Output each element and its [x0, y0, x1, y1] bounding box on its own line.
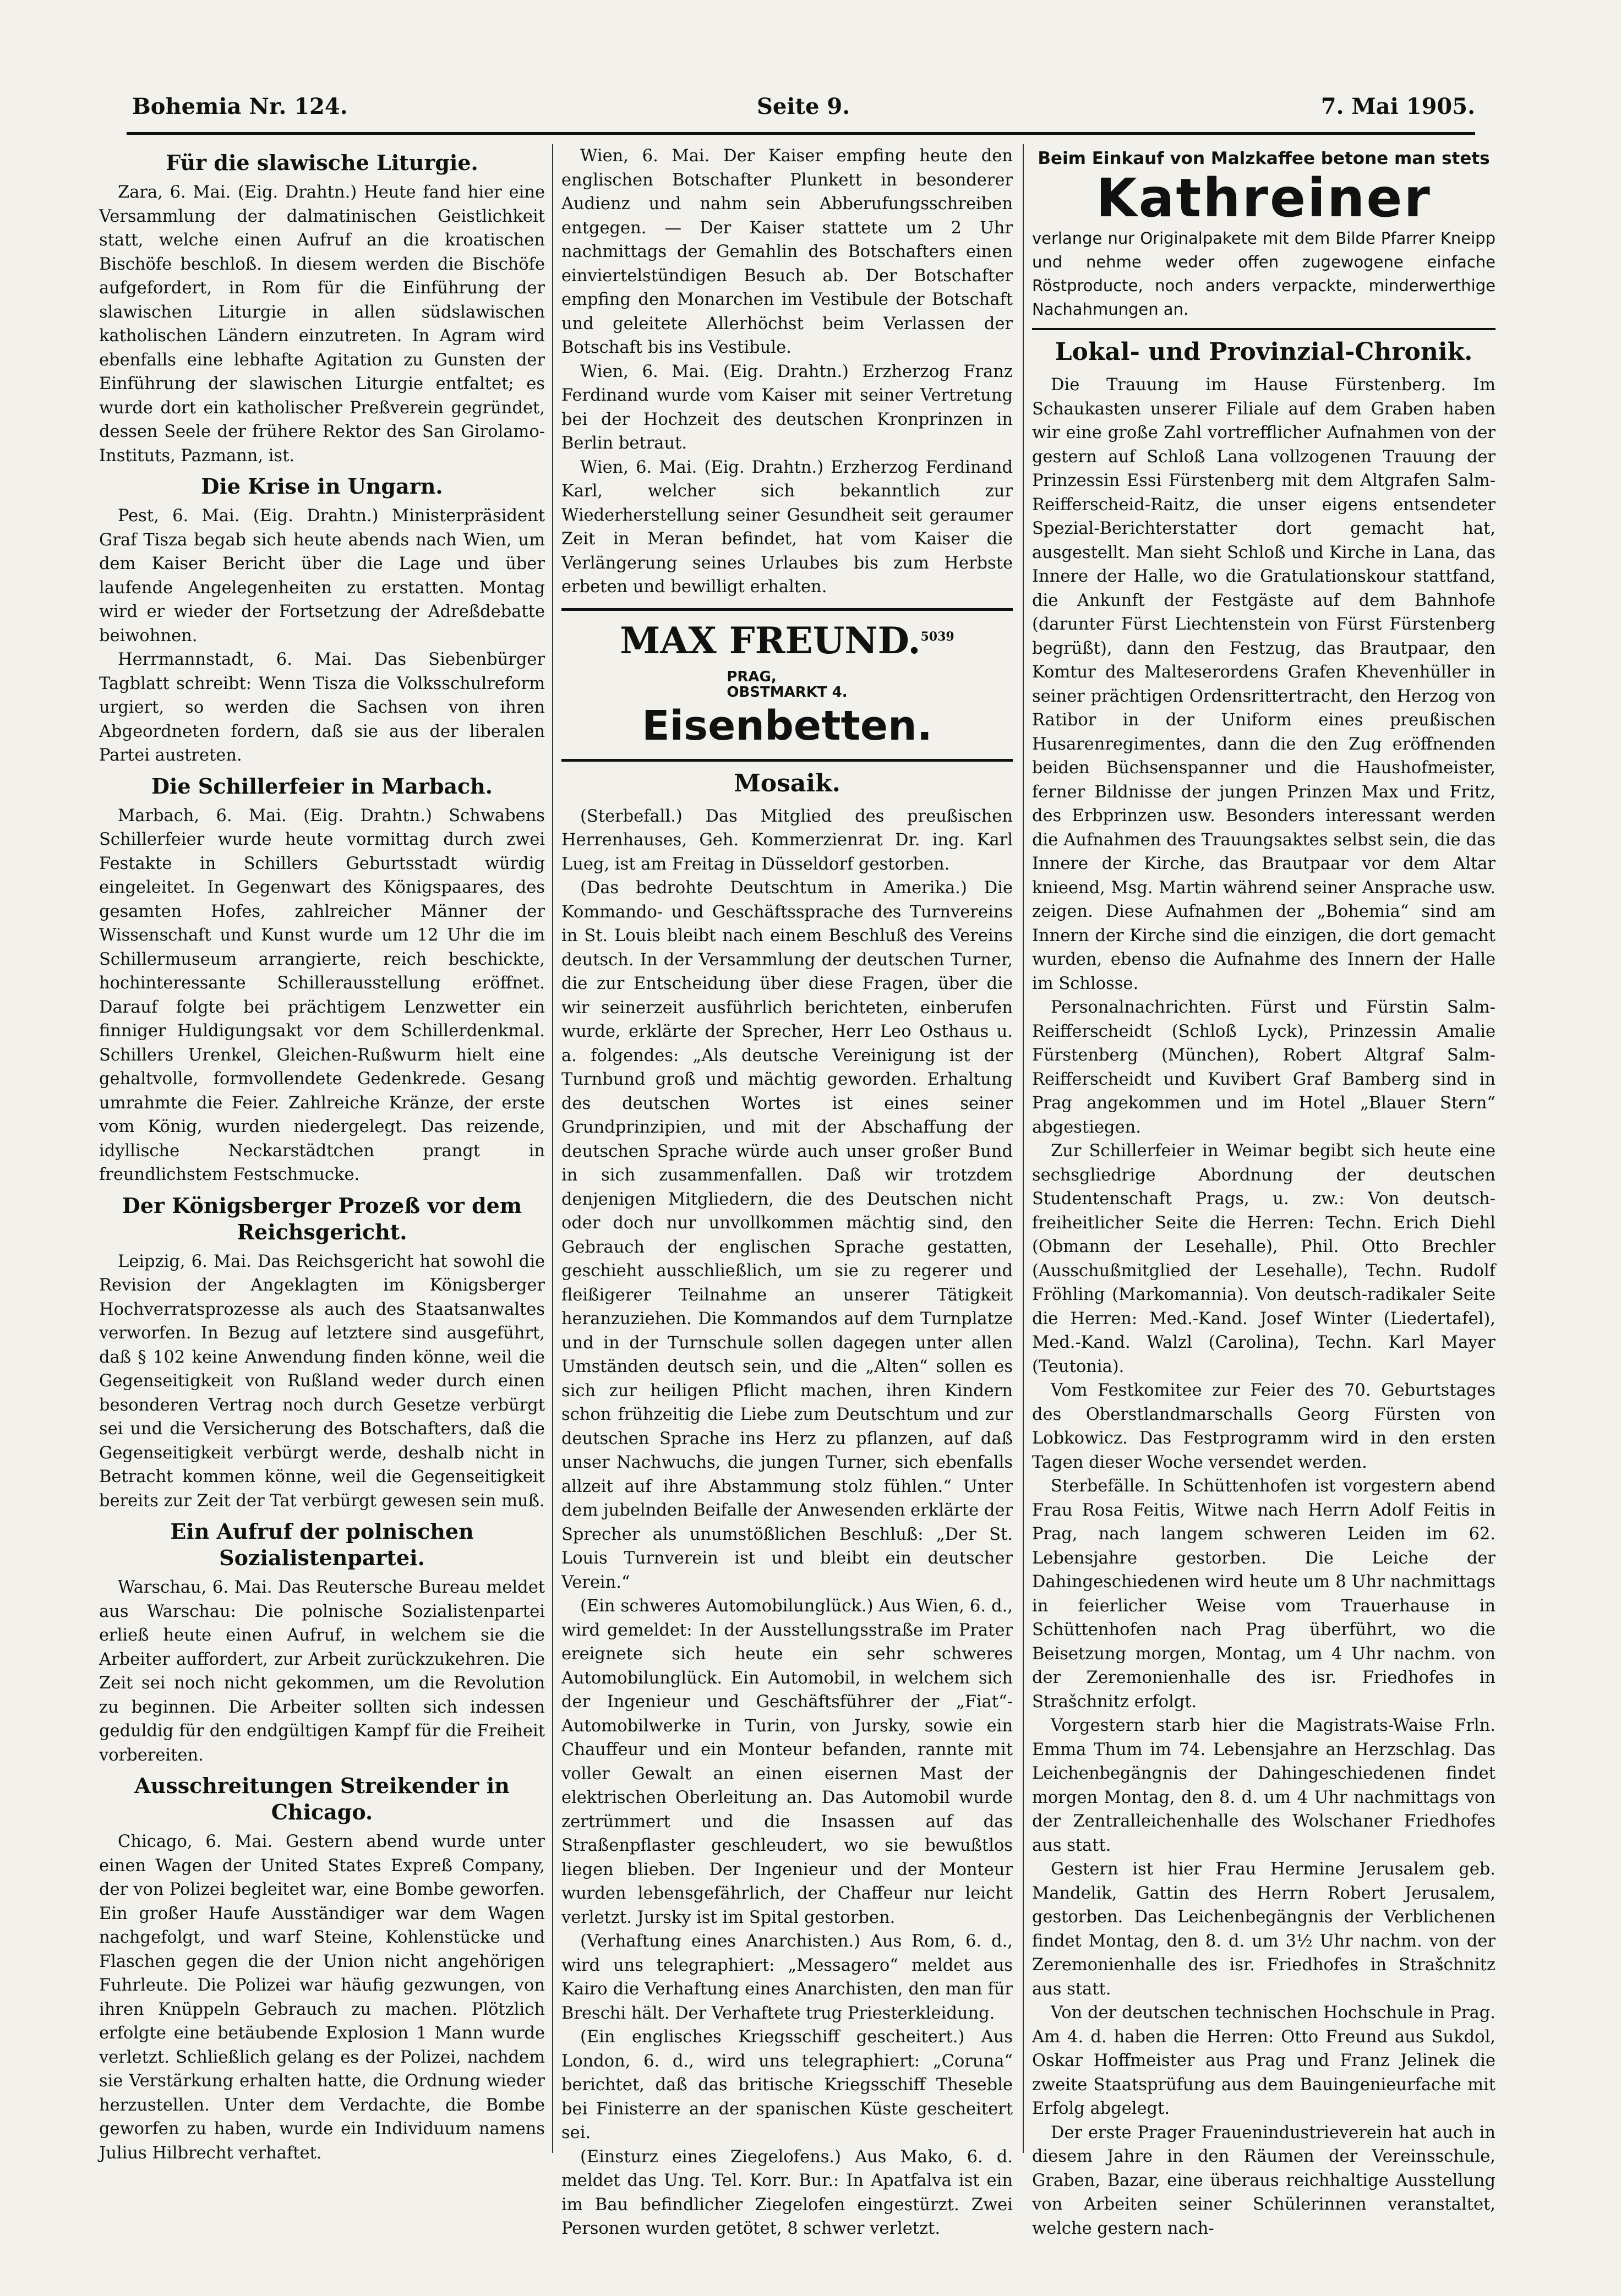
article-festkomitee: Vom Festkomitee zur Feier des 70. Geburtstages des Oberstlandmarschalls Georg Fürsten von Lobkowicz. Das Festprogramm wird in den ersten Tagen dieser Woche versendet werden.	[1032, 1381, 1496, 1472]
article-leipzig: Leipzig, 6. Mai. Das Reichsgericht hat sowohl die Revision der Angeklagten im Königsberger Hochverratsprozesse als auch des Staatsanwaltes verworfen. In Bezug auf letztere sind ausgeführt, daß § 102 keine Anwendung finden könne, weil die Gegenseitigkeit von Rußland weder durch einen besonderen Vertrag noch durch Gesetze verbürgt sei und die Versicherung des Botschafters, daß die Gegenseitigkeit verbürgt werde, deshalb nicht in Betracht kommen könne, weil die Gegenseitigkeit bereits zur Zeit der Tat verbürgt gewesen sein muß.	[99, 1251, 545, 1511]
headline-mosaik: Mosaik.	[734, 769, 840, 797]
article-wien-ferdinand-karl: Wien, 6. Mai. (Eig. Drahtn.) Erzherzog Ferdinand Karl, welcher sich bekanntlich zur Wiederherstellung seiner Gesundheit seit geraumer Zeit in Meran befindet, hat vom Kaiser die Verlängerung seines Urlaubes bis zum Herbste erbeten und bewilligt erhalten.	[561, 457, 1013, 597]
article-frauenindustrieverein: Der erste Prager Frauenindustrieverein hat auch in diesem Jahre in den Räumen der Vereinsschule, Graben, Bazar, eine überaus reichhaltige Ausstellung von Arbeiten seiner Schülerinnen veranstaltet, welche gestern nach-	[1032, 2123, 1496, 2238]
article-hermine-jerusalem: Gestern ist hier Frau Hermine Jerusalem geb. Mandelik, Gattin des Herrn Robert Jerusalem, gestorben. Das Leichenbegängnis der Verblichenen findet Montag, den 8. d. um 3½ Uhr nachm. von der Zeremonienhalle des isr. Friedhofes in Strašchnitz aus statt.	[1032, 1860, 1496, 1999]
ad-max-freund-address	[727, 669, 847, 700]
ad-max-freund-tag: 5039	[920, 629, 954, 644]
article-marbach: Marbach, 6. Mai. (Eig. Drahtn.) Schwabens Schillerfeier wurde heute vormittag durch zwei Festakte in Schillers Geburtsstadt würdig eingeleitet. In Gegenwart des Königspaares, des gesamten Hofes, zahlreicher Männer der Wissenschaft und Kunst wurde um 12 Uhr die im Schillermuseum arrangierte, reich beschickte, hochinteressante Schillerausstellung eröffnet. Darauf folgte bei prächtigem Lenzwetter ein finniger Huldigungsakt vor dem Schillerdenkmal. Schillers Urenkel, Gleichen-Rußwurm hielt eine gehaltvolle, formvollendete Gedenkrede. Gesang umrahmte die Feier. Zahlreiche Kränze, der erste vom König, wurden niedergelegt. Das reizende, idyllische Neckarstädtchen prangt in freundlichstem Festschmucke.	[99, 806, 545, 1184]
headline-krise-ungarn: Die Krise in Ungarn.	[201, 474, 443, 499]
headline-koenigsberger-prozess: Der Königsberger Prozeß vor dem Reichsgericht.	[122, 1193, 522, 1244]
column-rule-1	[552, 144, 553, 2153]
article-sterbefaelle: Sterbefälle. In Schüttenhofen ist vorgestern abend Frau Rosa Feitis, Witwe nach Herrn Adolf Feitis in Prag, nach langem schweren Leiden im 62. Lebensjahre gestorben. Die Leiche der Dahingeschiedenen wird heute um 8 Uhr nachmittags in feierlicher Weise vom Trauerhause in Schüttenhofen nach Prag überführt, wo die Beisetzung morgen, Montag, um 4 Uhr nachm. von der Zeremonienhalle des isr. Friedhofes in Strašchnitz erfolgt.	[1032, 1477, 1496, 1712]
article-zara: Zara, 6. Mai. (Eig. Drahtn.) Heute fand hier eine Versammlung der dalmatinischen Geistlichkeit statt, welche einen Aufruf an die kroatischen Bischöfe beschloß. In diesem werden die Bischöfe aufgefordert, in Rom für die Einführung der slawischen Liturgie in allen südslawischen katholischen Ländern einzutreten. In Agram wird ebenfalls eine lebhafte Agitation zu Gunsten der Einführung der slawischen Liturgie entfaltet; es wurde dort ein katholischer Preßverein gegründet, dessen Seele der frühere Rektor des San Girolamo-Instituts, Pazmann, ist.	[99, 183, 545, 466]
article-automobilunglueck: (Ein schweres Automobilunglück.) Aus Wien, 6. d., wird gemeldet: In der Ausstellungsstraße im Prater ereignete sich heute ein sehr schweres Automobilunglück. Ein Automobil, in welchem sich der Ingenieur und Geschäftsführer der „Fiat“-Automobilwerke in Turin, von Jursky, sowie ein Chauffeur und ein Monteur befanden, rannte mit voller Gewalt an einen eisernen Mast der elektrischen Oberleitung an. Das Automobil wurde zertrümmert und die Insassen auf das Straßenpflaster geschleudert, wo sie bewußtlos liegen blieben. Der Ingenieur und der Monteur wurden lebensgefährlich, der Chaffeur nur leicht verletzt. Jursky ist im Spital gestorben.	[561, 1597, 1013, 1927]
header-page-number: Seite 9.	[757, 94, 850, 119]
article-kriegsschiff: (Ein englisches Kriegsschiff gescheitert.) Aus London, 6. d., wird uns telegraphiert: „Coruna“ berichtet, daß das britische Kriegsschiff Theseble bei Finisterre an der spanischen Küste gescheitert sei.	[561, 2027, 1013, 2142]
article-trauung-fuerstenberg: Die Trauung im Hause Fürstenberg. Im Schaukasten unserer Filiale auf dem Graben haben wir eine große Zahl vortrefflicher Aufnahmen von der gestern auf Schloß Lana vollzogenen Trauung der Prinzessin Essi Fürstenberg mit dem Altgrafen Salm-Reifferscheid-Raitz, die unser eigens entsendeter Spezial-Berichterstatter dort gemacht hat, ausgestellt. Man sieht Schloß und Kirche in Lana, das Innere der Halle, wo die Gratulationskour stattfand, die Ankunft der Festgäste auf dem Bahnhofe (darunter Fürst Liechtenstein von Fürst Fürstenberg begrüßt), dann den Festzug, das Brautpaar, den Komtur des Malteserordens Grafen Khevenhüller in seiner prächtigen Ordensrittertracht, den Herzog von Ratibor in der Uniform eines preußischen Husarenregimentes, dann die den Zug eröffnenden beiden Büchsenspanner und die Haushofmeister, ferner Bildnisse der jungen Prinzen Max und Fritz, des Erbprinzen usw. Besonders interessant werden die Aufnahmen des Trauungsaktes selbst sein, die das Innere der Kirche, das Brautpaar vor dem Altar knieend, Msg. Martin während seiner Ansprache usw. zeigen. Diese Aufnahmen der „Bohemia“ sind am Innern der Kirche sind die einzigen, die dort gemacht wurden, ebenso die Aufnahme des Innern der Halle im Schlosse.	[1032, 375, 1496, 993]
column-3	[1032, 144, 1496, 2238]
headline-chicago: Ausschreitungen Streikender in Chicago.	[134, 1773, 510, 1824]
article-personalnachrichten: Personalnachrichten. Fürst und Fürstin Salm-Reifferscheidt (Schloß Lyck), Prinzessin Amalie Fürstenberg (München), Robert Altgraf Salm-Reifferscheidt und Kuvibert Graf Bamberg sind in Prag angekommen und im Hotel „Blauer Stern“ abgestiegen.	[1032, 998, 1496, 1137]
advertisement-max-freund	[561, 608, 1013, 762]
advertisement-kathreiner	[1032, 144, 1496, 330]
article-schillerfeier-weimar: Zur Schillerfeier in Weimar begibt sich heute eine sechsgliedrige Abordnung der deutschen Studentenschaft Prags, u. zw.: Von deutsch-freiheitlicher Seite die Herren: Techn. Erich Diehl (Obmann der Lesehalle), Phil. Otto Brechler (Ausschußmitglied der Lesehalle), Techn. Rudolf Fröhling (Markomannia). Von deutsch-radikaler Seite die Herren: Med.-Kand. Josef Winter (Liedertafel), Med.-Kand. Walzl (Carolina), Techn. Karl Mayer (Teutonia).	[1032, 1141, 1496, 1376]
article-sterbefall: (Sterbefall.) Das Mitglied des preußischen Herrenhauses, Geh. Kommerzienrat Dr. ing. Karl Lueg, ist am Freitag in Düsseldorf gestorben.	[561, 806, 1013, 874]
column-rule-2	[1023, 144, 1024, 2153]
headline-schillerfeier-marbach: Die Schillerfeier in Marbach.	[151, 773, 493, 799]
header-masthead: Bohemia Nr. 124.	[132, 94, 348, 119]
article-wien-kaiser: Wien, 6. Mai. Der Kaiser empfing heute den englischen Botschafter Plunkett in besonderer Audienz und nahm sein Abberufungsschreiben entgegen. — Der Kaiser stattete um 2 Uhr nachmittags der Gemahlin des Botschafters einen einviertelstündigen Besuch ab. Der Botschafter empfing den Monarchen im Vestibule der Botschaft und geleitete Allerhöchst beim Verlassen der Botschaft bis ins Vestibule.	[561, 146, 1013, 357]
headline-liturgie: Für die slawische Liturgie.	[166, 150, 478, 175]
article-emma-thum: Vorgestern starb hier die Magistrats-Waise Frln. Emma Thum im 74. Lebensjahre an Herzschlag. Das Leichenbegängnis der Dahingeschiedenen findet morgen Montag, den 8. d. um 4 Uhr nachmittags von der Zentralleichenhalle des Wolschaner Friedhofes aus statt.	[1032, 1716, 1496, 1855]
article-deutschtum-amerika: (Das bedrohte Deutschtum in Amerika.) Die Kommando- und Geschäftssprache des Turnvereins in St. Louis bleibt nach einem Beschluß des Vereins deutsch. In der Versammlung der deutschen Turner, die zur Entscheidung über diese Fragen, über die wir seinerzeit ausführlich berichteten, einberufen wurde, erklärte der Sprecher, Herr Leo Osthaus u. a. folgendes: „Als deutsche Vereinigung ist der Turnbund groß und mächtig geworden. Erhaltung des deutschen Wortes ist eines seiner Grundprinzipien, und mit der Abschaffung der deutschen Sprache würde auch unser großer Bund in sich zusammenfallen. Daß wir trotzdem denjenigen Mitgliedern, die des Deutschen nicht oder doch nur unvollkommen mächtig sind, den Gebrauch der englischen Sprache gestatten, geschieht ausschließlich, um sie zu regerer und fleißigerer Teilnahme an unserer Tätigkeit heranzuziehen. Die Kommandos auf dem Turnplatze und in der Turnschule sollen dagegen unter allen Umständen deutsch sein, und die „Alten“ sollen es sich zur heiligen Pflicht machen, ihren Kindern schon frühzeitig die Liebe zum Deutschtum und zur deutschen Sprache ins Herz zu pflanzen, auf daß unser Nachwuchs, die jungen Turner, sich ebenfalls allzeit auf ihre Abstammung stolz fühlen.“ Unter dem jubelnden Beifalle der Anwesenden erklärte der Sprecher als unumstößlichen Beschluß: „Der St. Louis Turnverein ist und bleibt ein deutscher Verein.“	[561, 878, 1013, 1592]
ad-city: PRAG,	[727, 668, 777, 685]
page-header	[127, 83, 1475, 135]
ad-kathreiner-line1: Beim Einkauf von Malzkaffee betone man stets	[1038, 149, 1490, 168]
headline-lokal-chronik: Lokal- und Provinzial-Chronik.	[1055, 338, 1473, 366]
header-date: 7. Mai 1905.	[1320, 94, 1475, 119]
article-wien-franz-ferdinand: Wien, 6. Mai. (Eig. Drahtn.) Erzherzog Franz Ferdinand wurde vom Kaiser mit seiner Vertretung bei der Hochzeit des deutschen Kronprinzen in Berlin betraut.	[561, 362, 1013, 453]
article-herrmannstadt: Herrmannstadt, 6. Mai. Das Siebenbürger Tagblatt schreibt: Wenn Tisza die Volksschulreform urgiert, so werden die Sachsen von ihren Abgeordneten fordern, daß sie aus der liberalen Partei austreten.	[99, 650, 545, 765]
headline-aufruf-sozialisten: Ein Aufruf der polnischen Sozialistenpartei.	[170, 1519, 474, 1570]
article-ziegelofen: (Einsturz eines Ziegelofens.) Aus Mako, 6. d. meldet das Ung. Tel. Korr. Bur.: In Apatfalva ist ein im Bau befindlicher Ziegelofen eingestürzt. Zwei Personen wurden getötet, 8 schwer verletzt.	[561, 2147, 1013, 2238]
ad-max-freund-name: MAX FREUND.	[620, 619, 921, 662]
column-2	[561, 144, 1013, 2238]
column-1	[99, 144, 545, 2180]
ad-street: OBSTMARKT 4.	[727, 684, 848, 701]
article-warschau: Warschau, 6. Mai. Das Reutersche Bureau meldet aus Warschau: Die polnische Sozialistenpartei erließ heute einen Aufruf, in welchem sie die Arbeiter auffordert, zur Arbeit zurückzukehren. Die Zeit sei noch nicht gekommen, um die Revolution zu beginnen. Die Arbeiter sollten sich indessen geduldig für den endgültigen Kampf für die Freiheit vorbereiten.	[99, 1578, 545, 1765]
ad-eisenbetten: Eisenbetten.	[642, 702, 932, 750]
article-technische-hochschule: Von der deutschen technischen Hochschule in Prag. Am 4. d. haben die Herren: Otto Freund aus Sukdol, Oskar Hoffmeister aus Prag und Franz Jelinek die zweite Staatsprüfung aus dem Bauingenieurfache mit Erfolg abgelegt.	[1032, 2003, 1496, 2118]
article-pest: Pest, 6. Mai. (Eig. Drahtn.) Ministerpräsident Graf Tisza begab sich heute abends nach Wien, um dem Kaiser Bericht über die Lage und über laufende Angelegenheiten zu erstatten. Montag wird er wieder der Fortsetzung der Adreßdebatte beiwohnen.	[99, 506, 545, 646]
ad-kathreiner-brand: Kathreiner	[1096, 167, 1432, 229]
article-chicago: Chicago, 6. Mai. Gestern abend wurde unter einen Wagen der United States Expreß Company, der von Polizei begleitet war, eine Bombe geworfen. Ein großer Haufe Ausständiger war dem Wagen nachgefolgt, und warf Steine, Kohlenstücke und Flaschen gegen die der Union nicht angehörigen Fuhrleute. Die Polizei war häufig gezwungen, von ihren Knüppeln Gebrauch zu machen. Plötzlich erfolgte eine betäubende Explosion 1 Mann wurde verletzt. Schließlich gelang es der Polizei, nachdem sie Verstärkung erhalten hatte, die Ordnung wieder herzustellen. Unter dem Verdachte, die Bombe geworfen zu haben, wurde ein Individuum namens Julius Hilbrecht verhaftet.	[99, 1832, 545, 2163]
article-anarchist: (Verhaftung eines Anarchisten.) Aus Rom, 6. d., wird uns telegraphiert: „Messagero“ meldet aus Kairo die Verhaftung eines Anarchisten, den man für Breschi hält. Der Verhaftete trug Priesterkleidung.	[561, 1932, 1013, 2023]
ad-kathreiner-text: verlange nur Originalpakete mit dem Bilde Pfarrer Kneipp und nehme weder offen zugewogene einfache Röstproducte, noch anders verpackte, minderwerthige Nachahmungen an.	[1032, 229, 1496, 319]
